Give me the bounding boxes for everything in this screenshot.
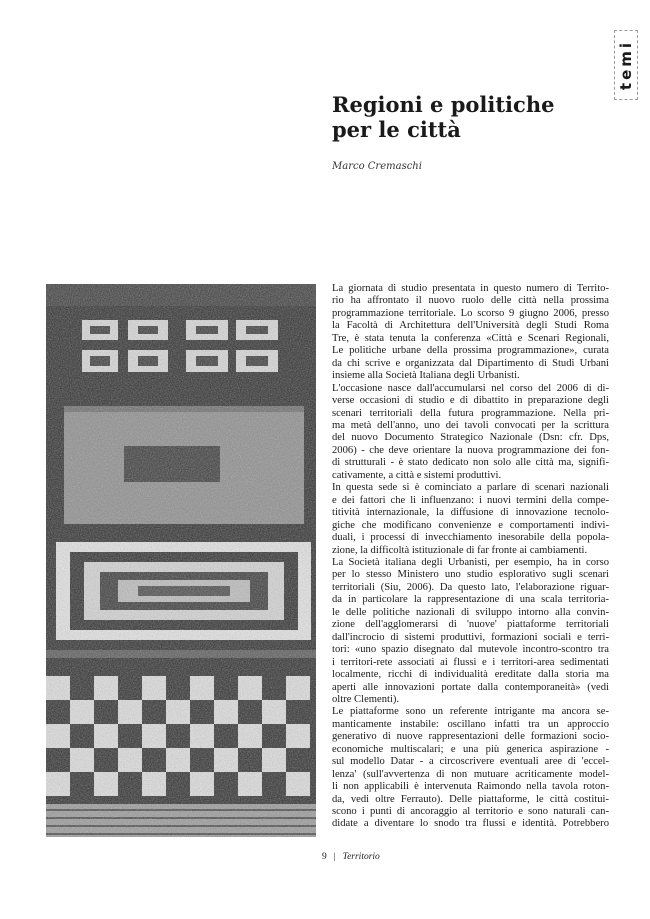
text-line: da in particolare la rappresentazione di una scala territoria-: [332, 594, 609, 606]
text-line: titività internazionale, la diffusione di innovazione tecnolo-: [332, 507, 609, 519]
text-line: territoriali (Siu, 2006). Da questo lato, l'elaborazione riguar-: [332, 581, 609, 593]
text-line: rio ha affrontato il nuovo ruolo delle città nella prossima: [332, 295, 609, 307]
text-line: insieme alla Società Italiana degli Urbanisti.: [332, 370, 520, 382]
text-line: scono i punti di ancoraggio al territorio e sono naturali can-: [332, 806, 609, 818]
section-tab: [614, 30, 638, 100]
text-line: oltre Clementi).: [332, 693, 400, 705]
article-author: Marco Cremaschi: [332, 161, 422, 172]
text-line: L'occasione nasce dall'accumularsi nel corso del 2006 di di-: [332, 382, 609, 394]
paragraph-1: [332, 283, 609, 383]
text-line: cativamente, a città e sistemi produttivi.: [332, 469, 502, 481]
text-line: programmazione territoriale. Lo scorso 9 giugno 2006, presso: [332, 307, 609, 319]
text-line: economiche multiscalari; e una più generica aspirazione -: [332, 743, 609, 755]
text-line: e dei fattori che li influenzano: i nuovi termini della compe-: [332, 494, 609, 506]
text-line: Tre, è stata tenuta la conferenza «Città e Scenari Regionali,: [332, 332, 609, 344]
text-line: dall'incrocio di sistemi produttivi, formazioni sociali e terri-: [332, 631, 609, 643]
footer-separator: |: [333, 852, 336, 862]
text-line: del nuovo Documento Strategico Nazionale (Dsn: cfr. Dps,: [332, 432, 609, 444]
text-line: li non applicabili è intervenuta Raimondo nella tavola roton-: [332, 781, 609, 793]
text-line: aperti alle innovazioni portate dalla contemporaneità» (vedi: [332, 681, 609, 693]
text-line: verse occasioni di studio e di dibattito in preparazione degli: [332, 395, 609, 407]
article-body: [332, 283, 609, 831]
article-figure: [46, 284, 316, 837]
text-line: 2006) - che deve orientare la nuova programmazione dei fon-: [332, 444, 609, 456]
paragraph-3: [332, 482, 609, 557]
title-line-2: per le città: [332, 117, 461, 142]
text-line: manticamente instabile: oscillano infatti tra un approccio: [332, 718, 609, 730]
text-line: da chi scrive e organizzata dal Dipartimento di Studi Urbani: [332, 357, 609, 369]
paragraph-4: [332, 557, 609, 706]
journal-name: Territorio: [342, 852, 380, 862]
text-line: giche che modificano convenienze e comportamenti indivi-: [332, 519, 609, 531]
text-line: localmente, ricchi di individualità ereditate dalla storia ma: [332, 669, 609, 681]
title-line-1: Regioni e politiche: [332, 92, 555, 117]
text-line: In questa sede si è cominciato a parlare di scenari nazionali: [332, 482, 609, 494]
text-line: da, vedi oltre Ferrauto). Delle piattaforme, le città costitui-: [332, 793, 609, 805]
text-line: la Facoltà di Architettura dell'Università degli Studi Roma: [332, 320, 609, 332]
text-line: didate a diventare lo snodo tra flussi e identità. Potrebbero: [332, 818, 609, 830]
text-line: duali, i processi di invecchiamento inesorabile della popola-: [332, 532, 609, 544]
text-line: Le piattaforme sono un referente intrigante ma ancora se-: [332, 706, 609, 718]
text-line: ma metà dell'anno, uno dei tavoli convocati per la scrittura: [332, 419, 609, 431]
text-line: La giornata di studio presentata in questo numero di Territo-: [332, 283, 609, 294]
text-line: tori: «uno spazio disegnato dal mutevole incontro-scontro tra: [332, 644, 609, 656]
text-line: zione, la difficoltà istituzionale di far fronte ai cambiamenti.: [332, 544, 588, 556]
text-line: scenari territoriali della futura programmazione. Nella pri-: [332, 407, 609, 419]
text-line: di strutturali - è stato dedicato non solo alle città ma, signifi-: [332, 457, 609, 469]
section-tab-label: temi: [617, 39, 635, 91]
paragraph-2: [332, 383, 609, 483]
text-line: Le politiche urbane della prossima programmazione», curata: [332, 345, 609, 357]
text-line: generativo di nuove rappresentazioni delle formazioni socio-: [332, 731, 609, 743]
text-line: per lo stesso Ministero uno studio esplorativo sugli scenari: [332, 569, 609, 581]
text-line: i territori-rete associati ai flussi e i territori-area sedimentati: [332, 656, 609, 668]
page-footer: [322, 852, 380, 862]
textile-photo-icon: [46, 284, 316, 837]
text-line: La Società italiana degli Urbanisti, per esempio, ha in corso: [332, 556, 609, 568]
text-line: le delle politiche nazionali di sviluppo intorno alla convin-: [332, 606, 609, 618]
paragraph-5: [332, 706, 609, 831]
page-number: 9: [322, 852, 327, 862]
text-line: sul modello Datar - a circoscrivere eventuali aree di 'eccel-: [332, 756, 609, 768]
text-line: lenza' (sull'avvertenza di non mutuare acriticamente model-: [332, 768, 609, 780]
text-line: zione dell'agglomerarsi di 'nuove' piattaforme territoriali: [332, 619, 609, 631]
article-title: [332, 92, 554, 142]
